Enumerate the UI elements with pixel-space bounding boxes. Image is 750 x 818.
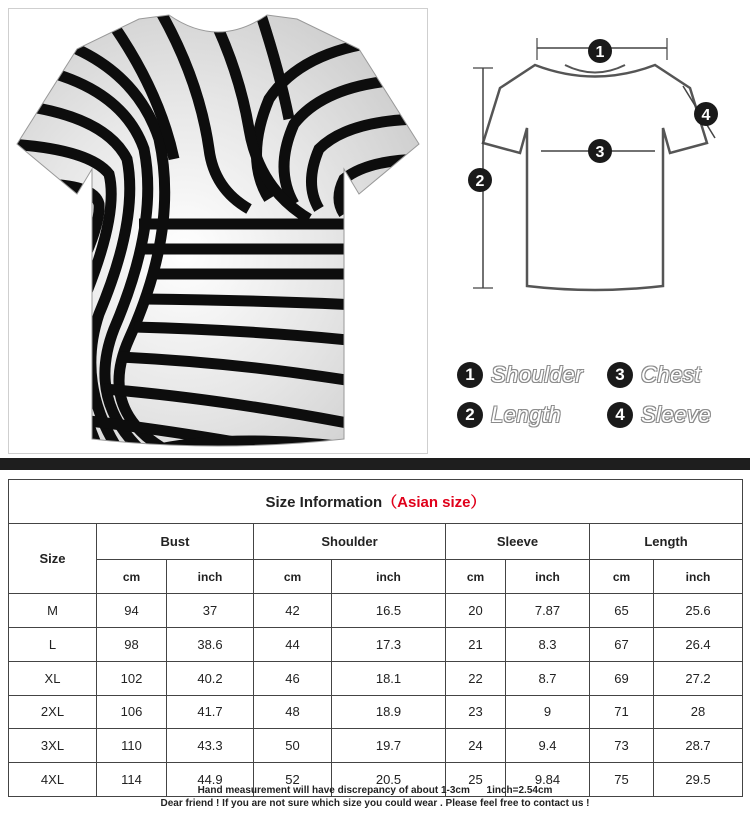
value-cell: 43.3 <box>167 729 254 763</box>
value-cell: 18.9 <box>332 695 446 729</box>
value-cell: 37 <box>167 594 254 628</box>
value-cell: 69 <box>590 661 654 695</box>
value-cell: 42 <box>254 594 332 628</box>
size-cell: XL <box>9 661 97 695</box>
table-row <box>9 695 743 729</box>
value-cell: 9.4 <box>506 729 590 763</box>
value-cell: 48 <box>254 695 332 729</box>
value-cell: 41.7 <box>167 695 254 729</box>
value-cell: 7.87 <box>506 594 590 628</box>
value-cell: 20 <box>446 594 506 628</box>
table-row <box>9 594 743 628</box>
legend-length-number: 2 <box>457 402 483 428</box>
value-cell: 28.7 <box>654 729 743 763</box>
value-cell: 29.5 <box>654 763 743 797</box>
value-cell: 102 <box>97 661 167 695</box>
group-header-shoulder: Shoulder <box>254 524 446 560</box>
group-header-length: Length <box>590 524 743 560</box>
size-cell: M <box>9 594 97 628</box>
value-cell: 18.1 <box>332 661 446 695</box>
value-cell: 75 <box>590 763 654 797</box>
value-cell: 38.6 <box>167 627 254 661</box>
value-cell: 23 <box>446 695 506 729</box>
value-cell: 46 <box>254 661 332 695</box>
unit-header: inch <box>167 560 254 594</box>
value-cell: 19.7 <box>332 729 446 763</box>
size-column-header: Size <box>9 524 97 594</box>
value-cell: 94 <box>97 594 167 628</box>
value-cell: 44.9 <box>167 763 254 797</box>
value-cell: 24 <box>446 729 506 763</box>
value-cell: 106 <box>97 695 167 729</box>
unit-header: cm <box>446 560 506 594</box>
legend-sleeve-label: Sleeve <box>641 402 712 427</box>
value-cell: 26.4 <box>654 627 743 661</box>
table-row <box>9 627 743 661</box>
legend-shoulder <box>457 360 583 390</box>
unit-header: inch <box>654 560 743 594</box>
table-row <box>9 729 743 763</box>
value-cell: 21 <box>446 627 506 661</box>
tshirt-photo <box>8 8 428 454</box>
marker-4-label: 4 <box>701 107 711 124</box>
legend-chest <box>607 360 701 390</box>
marker-4 <box>694 102 718 126</box>
size-cell: 3XL <box>9 729 97 763</box>
unit-header: cm <box>97 560 167 594</box>
value-cell: 16.5 <box>332 594 446 628</box>
unit-header: inch <box>506 560 590 594</box>
value-cell: 65 <box>590 594 654 628</box>
marker-3-label: 3 <box>595 144 605 161</box>
unit-header: cm <box>254 560 332 594</box>
section-divider <box>0 458 750 470</box>
value-cell: 17.3 <box>332 627 446 661</box>
legend-sleeve <box>607 400 711 430</box>
footer-notes <box>8 784 742 810</box>
legend-chest-number: 3 <box>607 362 633 388</box>
value-cell: 52 <box>254 763 332 797</box>
contact-note: Dear friend ! If you are not sure which size you could wear . Please feel free to contact us ! <box>160 798 590 809</box>
legend-shoulder-number: 1 <box>457 362 483 388</box>
unit-header: inch <box>332 560 446 594</box>
value-cell: 67 <box>590 627 654 661</box>
value-cell: 8.3 <box>506 627 590 661</box>
size-cell: L <box>9 627 97 661</box>
table-title-note: （Asian size） <box>382 494 486 512</box>
value-cell: 22 <box>446 661 506 695</box>
value-cell: 25.6 <box>654 594 743 628</box>
marker-1-label: 1 <box>595 44 605 61</box>
size-cell: 4XL <box>9 763 97 797</box>
value-cell: 50 <box>254 729 332 763</box>
value-cell: 44 <box>254 627 332 661</box>
marker-2-label: 2 <box>475 173 485 190</box>
value-cell: 71 <box>590 695 654 729</box>
measurement-note: Hand measurement will have discrepancy of about 1-3cm 1inch=2.54cm <box>197 785 553 796</box>
legend-length-label: Length <box>491 402 562 427</box>
value-cell: 28 <box>654 695 743 729</box>
value-cell: 114 <box>97 763 167 797</box>
value-cell: 9 <box>506 695 590 729</box>
value-cell: 8.7 <box>506 661 590 695</box>
unit-header: cm <box>590 560 654 594</box>
value-cell: 25 <box>446 763 506 797</box>
table-row <box>9 661 743 695</box>
value-cell: 40.2 <box>167 661 254 695</box>
group-header-sleeve: Sleeve <box>446 524 590 560</box>
legend-length <box>457 400 561 430</box>
legend-shoulder-label: Shoulder <box>491 362 584 387</box>
size-chart-table <box>8 479 743 797</box>
marker-2 <box>468 168 492 192</box>
marker-3 <box>588 139 612 163</box>
tshirt-outline-diagram <box>445 8 743 308</box>
table-title <box>9 480 743 524</box>
size-cell: 2XL <box>9 695 97 729</box>
group-header-bust: Bust <box>97 524 254 560</box>
table-title-text: Size Information <box>265 494 383 512</box>
value-cell: 27.2 <box>654 661 743 695</box>
value-cell: 110 <box>97 729 167 763</box>
value-cell: 9.84 <box>506 763 590 797</box>
value-cell: 98 <box>97 627 167 661</box>
striped-tshirt-image <box>9 9 427 453</box>
value-cell: 20.5 <box>332 763 446 797</box>
measurement-diagram <box>445 8 743 450</box>
legend-sleeve-number: 4 <box>607 402 633 428</box>
legend-chest-label: Chest <box>641 362 701 387</box>
value-cell: 73 <box>590 729 654 763</box>
marker-1 <box>588 39 612 63</box>
